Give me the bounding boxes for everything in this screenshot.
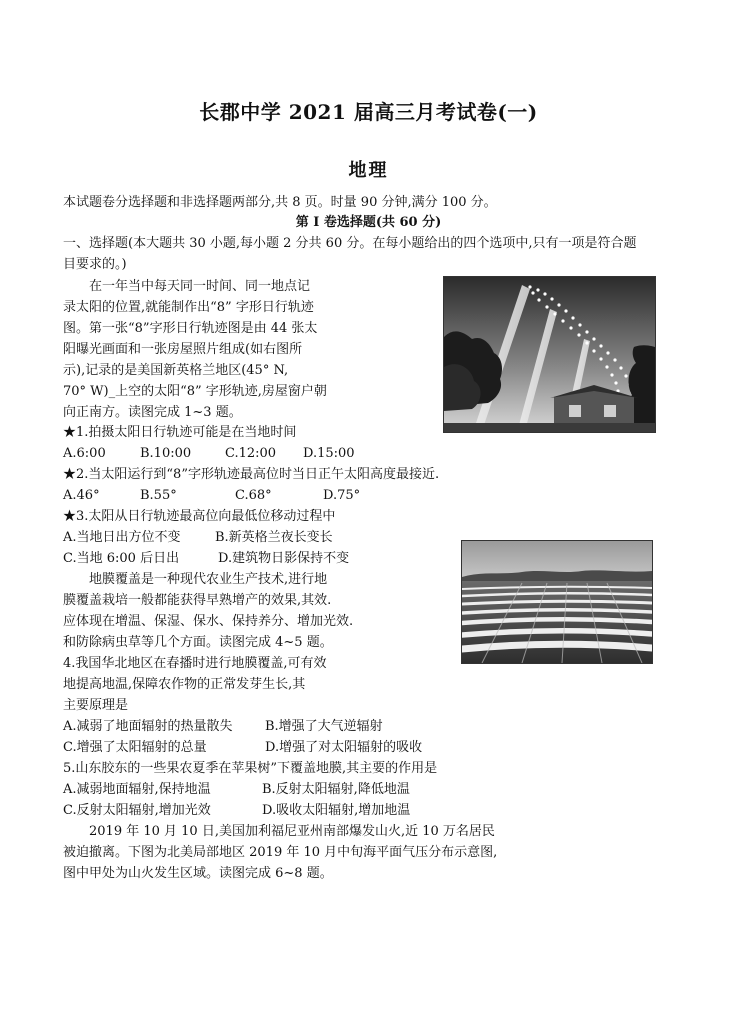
passage1-line-6: 70° W)_上空的太阳“8” 字形轨迹,房屋窗户朝 bbox=[63, 384, 327, 399]
analemma-photo bbox=[443, 276, 656, 433]
q3-option-b: B.新英格兰夜长变长 bbox=[215, 530, 333, 545]
q2-option-a: A.46° bbox=[63, 488, 100, 503]
analemma-photo-image bbox=[444, 277, 655, 432]
passage2-line-3: 应体现在增温、保湿、保水、保持养分、增加光效. bbox=[63, 614, 354, 629]
passage1-line-3: 图。第一张“8”字形日行轨迹图是由 44 张太 bbox=[63, 321, 318, 336]
subject-title: 地理 bbox=[348, 160, 389, 181]
q1-option-a: A.6:00 bbox=[63, 446, 106, 461]
q4-option-b: B.增强了大气逆辐射 bbox=[265, 719, 383, 734]
section-title: 第 I 卷选择题(共 60 分) bbox=[295, 215, 442, 230]
passage2-line-2: 膜覆盖栽培一般都能获得早熟增产的效果,其效. bbox=[63, 593, 332, 608]
passage3-line-3: 图中甲处为山火发生区域。读图完成 6~8 题。 bbox=[63, 866, 333, 881]
q5-option-c: C.反射太阳辐射,增加光效 bbox=[63, 803, 211, 818]
q1-option-b: B.10:00 bbox=[140, 446, 192, 461]
passage3-line-2: 被迫撤离。下图为北美局部地区 2019 年 10 月中旬海平面气压分布示意图, bbox=[63, 845, 498, 860]
q1-stem: ★1.拍摄太阳日行轨迹可能是在当地时间 bbox=[63, 425, 297, 440]
q3-option-d: D.建筑物日影保持不变 bbox=[218, 551, 350, 566]
q5-option-b: B.反射太阳辐射,降低地温 bbox=[262, 782, 410, 797]
mulch-field-photo bbox=[461, 540, 653, 664]
passage2-line-4: 和防除病虫草等几个方面。读图完成 4~5 题。 bbox=[63, 635, 333, 650]
instruction-line-2: 目要求的。) bbox=[63, 257, 127, 272]
q3-option-a: A.当地日出方位不变 bbox=[63, 530, 181, 545]
passage3-line-1: 2019 年 10 月 10 日,美国加利福尼亚州南部爆发山火,近 10 万名居民 bbox=[89, 824, 495, 839]
q5-option-a: A.减弱地面辐射,保持地温 bbox=[63, 782, 211, 797]
q5-stem: 5.山东胶东的一些果农夏季在苹果树”下覆盖地膜,其主要的作用是 bbox=[63, 761, 438, 776]
instruction-line-1: 一、选择题(本大题共 30 小题,每小题 2 分共 60 分。在每小题给出的四个选项中,只有一项是符合题 bbox=[63, 236, 637, 251]
exam-title: 长郡中学 2021 届高三月考试卷(一) bbox=[199, 100, 538, 124]
q2-stem: ★2.当太阳运行到“8”字形轨迹最高位时当日正午太阳高度最接近. bbox=[63, 467, 440, 482]
passage1-line-7: 向正南方。读图完成 1~3 题。 bbox=[63, 405, 242, 420]
q2-option-c: C.68° bbox=[235, 488, 272, 503]
q4-stem-line-2: 地提高地温,保障农作物的正常发芽生长,其 bbox=[63, 677, 306, 692]
passage1-line-5: 示),记录的是美国新英格兰地区(45° N, bbox=[63, 363, 289, 378]
q2-option-d: D.75° bbox=[323, 488, 361, 503]
q1-option-d: D.15:00 bbox=[303, 446, 355, 461]
q2-option-b: B.55° bbox=[140, 488, 177, 503]
q3-option-c: C.当地 6:00 后日出 bbox=[63, 551, 180, 566]
q4-option-d: D.增强了对太阳辐射的吸收 bbox=[265, 740, 423, 755]
q5-option-d: D.吸收太阳辐射,增加地温 bbox=[262, 803, 411, 818]
q1-option-c: C.12:00 bbox=[225, 446, 277, 461]
passage1-line-4: 阳曝光画面和一张房屋照片组成(如右图所 bbox=[63, 342, 303, 357]
passage1-line-2: 录太阳的位置,就能制作出“8” 字形日行轨迹 bbox=[63, 300, 314, 315]
passage2-line-1: 地膜覆盖是一种现代农业生产技术,进行地 bbox=[89, 572, 328, 587]
mulch-field-image bbox=[462, 541, 652, 663]
q3-stem: ★3.太阳从日行轨迹最高位向最低位移动过程中 bbox=[63, 509, 336, 524]
q4-stem-line-3: 主要原理是 bbox=[63, 698, 129, 713]
passage1-line-1: 在一年当中每天同一时间、同一地点记 bbox=[89, 279, 311, 294]
intro-line: 本试题卷分选择题和非选择题两部分,共 8 页。时量 90 分钟,满分 100 分。 bbox=[63, 195, 497, 210]
q4-option-c: C.增强了太阳辐射的总量 bbox=[63, 740, 207, 755]
q4-stem-line-1: 4.我国华北地区在春播时进行地膜覆盖,可有效 bbox=[63, 656, 327, 671]
q4-option-a: A.减弱了地面辐射的热量散失 bbox=[63, 719, 233, 734]
